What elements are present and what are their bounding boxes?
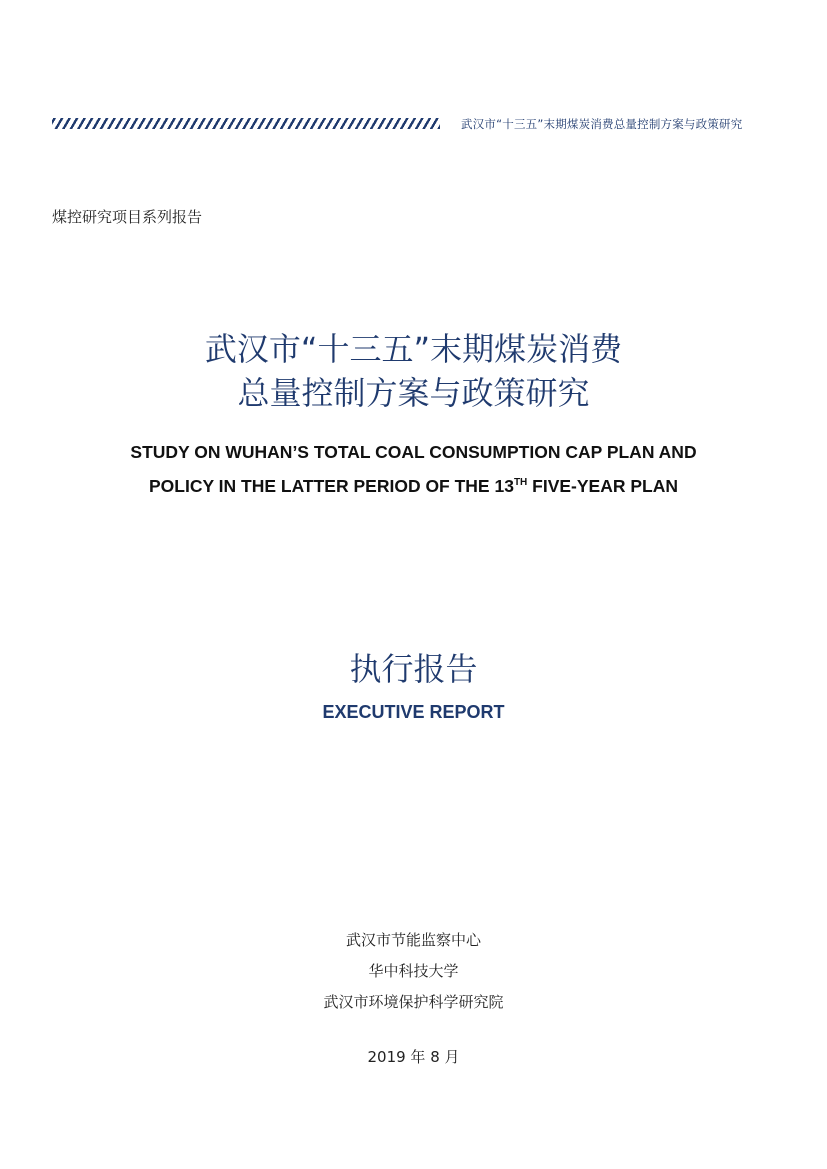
- publication-date: 2019 年 8 月: [367, 1048, 460, 1066]
- report-type-en: EXECUTIVE REPORT: [322, 702, 505, 722]
- title-cn-line1: 武汉市“十三五”末期煤炭消费: [204, 330, 623, 368]
- organization-1: 武汉市节能监察中心: [345, 931, 481, 949]
- title-en-line2: [0, 476, 827, 497]
- running-header-title: 武汉市“十三五”末期煤炭消费总量控制方案与政策研究: [461, 117, 743, 131]
- title-en-line2-prefix: POLICY IN THE LATTER PERIOD OF THE 13: [148, 476, 514, 496]
- report-type-cn: 执行报告: [349, 650, 478, 688]
- ordinal-superscript: TH: [513, 477, 528, 488]
- title-en-line2-suffix: FIVE-YEAR PLAN: [527, 476, 678, 496]
- series-label: 煤控研究项目系列报告: [52, 208, 203, 226]
- organization-2: 华中科技大学: [368, 962, 459, 980]
- title-cn-line2: 总量控制方案与政策研究: [237, 374, 590, 412]
- header-decorative-stripe: [52, 118, 440, 129]
- organization-3: 武汉市环境保护科学研究院: [323, 993, 504, 1011]
- title-en-line1: STUDY ON WUHAN’S TOTAL COAL CONSUMPTION CAP PLAN AND: [130, 442, 697, 462]
